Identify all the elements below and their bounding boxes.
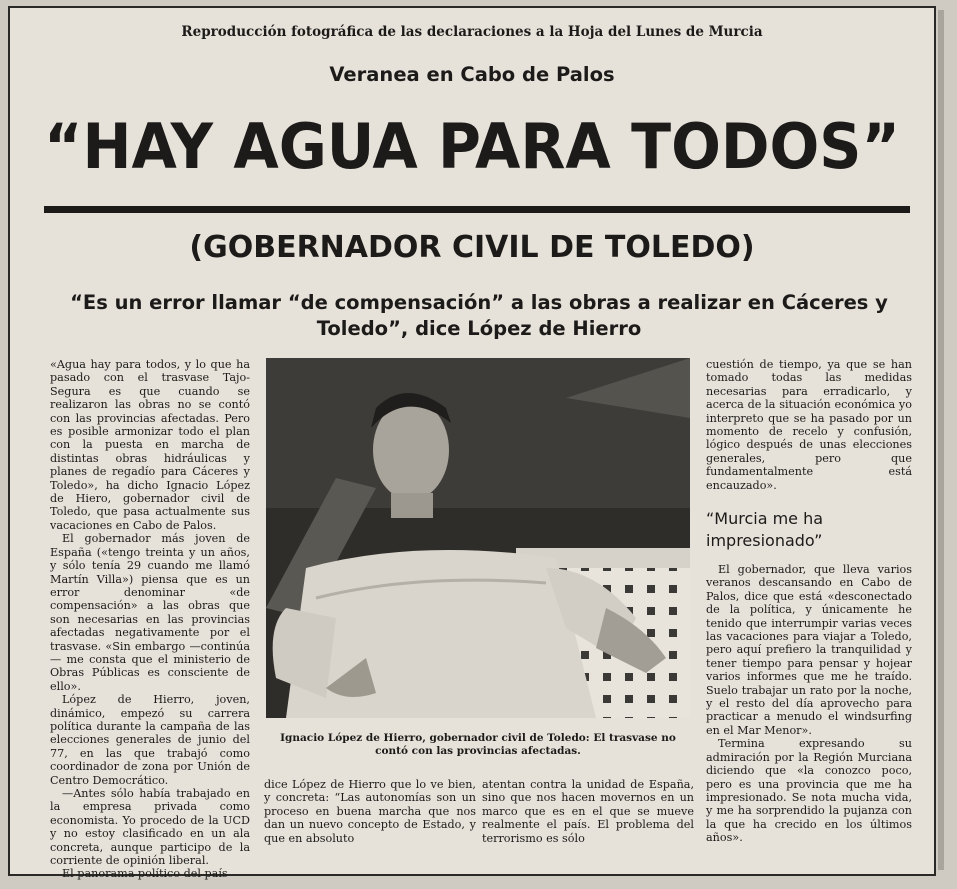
paragraph: —Antes sólo había trabajado en la empresa privada como economista. Yo procedo de la UCD y no estoy clasificado en un ala concreta, aunque participo de la corriente de opinión liberal. <box>50 787 250 868</box>
portrait-photo <box>266 358 690 718</box>
photo-illustration <box>266 358 690 718</box>
deck: “Es un error llamar “de compensación” a las obras a realizar en Cáceres y Toledo”, dice López de Hierro <box>70 291 888 340</box>
kicker-line: Reproducción fotográfica de las declaraciones a la Hoja del Lunes de Murcia <box>181 24 763 40</box>
article-column-4 <box>706 358 912 492</box>
article-column-2 <box>264 778 476 858</box>
paragraph: Termina expresando su admiración por la Región Murciana diciendo que «la conozco poco, pero es una provincia que me ha impresionado. Se nota mucha vida, y me ha sorprendido la pujanza con la que ha crecido en los últimos años». <box>706 737 912 845</box>
headline: “HAY AGUA PARA TODOS” <box>44 110 900 183</box>
subhead: (GOBERNADOR CIVIL DE TOLEDO) <box>189 230 755 265</box>
paragraph: El panorama político del país <box>62 867 228 881</box>
paragraph: «Agua hay para todos, y lo que ha pasado con el trasvase Tajo-Segura es que cuando se realizaron las obras no se contó con las provincias afectadas. Pero es posible armonizar todo el plan con la puesta en marcha de distintas obras hidráulicas y planes de regadío para Cáceres y Toledo», ha dicho Ignacio López de Hiero, gobernador civil de Toledo, que pasa actualmente sus vacaciones en Cabo de Palos. <box>50 358 250 532</box>
article-column-1 <box>50 358 250 881</box>
article-column-5 <box>706 563 912 863</box>
paragraph: El gobernador, que lleva varios veranos descansando en Cabo de Palos, dice que está «desconectado de la política, y únicamente he tenido que interrumpir varias veces las vacaciones para viajar a Toledo, pero aquí prefiero la tranquilidad y tener tiempo para pensar y hojear varios informes que me he traído. Suelo trabajar un rato por la noche, y el resto del día aprovecho para practicar a menudo el windsurfing en el Mar Menor». <box>706 563 912 737</box>
headline-rule <box>44 206 910 213</box>
paragraph: dice López de Hierro que lo ve bien, y concreta: “Las autonomías son un proceso en buena marcha que nos dan un nuevo concepto de Estado, y que en absoluto <box>264 778 476 845</box>
section-subtitle: “Murcia me ha impresionado” <box>706 509 824 550</box>
photo-caption: Ignacio López de Hierro, gobernador civil de Toledo: El trasvase no contó con las provincias afectadas. <box>280 732 676 757</box>
newspaper-clipping <box>8 6 936 881</box>
paragraph: cuestión de tiempo, ya que se han tomado todas las medidas necesarias para erradicarlo, y acerca de la situación económica yo interpreto que se ha pasado por un momento de recelo y confusión, lógico después de unas elecciones generales, pero que fundamentalmente está encauzado». <box>706 358 912 492</box>
overline: Veranea en Cabo de Palos <box>329 63 615 86</box>
paragraph: atentan contra la unidad de España, sino que nos hacen movernos en un marco que es en el que se mueve realmente el país. El problema del terrorismo es sólo <box>482 778 694 845</box>
article-column-3 <box>482 778 694 858</box>
paragraph: López de Hierro, joven, dinámico, empezó su carrera política durante la campaña de las elecciones generales de junio del 77, en las que trabajó como coordinador de zona por Unión de Centro Democrático. <box>50 693 250 787</box>
paragraph: El gobernador más joven de España («tengo treinta y un años, y sólo tenía 29 cuando me llamó Martín Villa») piensa que es un error denominar «de compensación» a las obras que son necesarias en las provincias afectadas negativamente por el trasvase. «Sin embargo —continúa— me consta que el ministerio de Obras Públicas es consciente de ello». <box>50 532 250 693</box>
